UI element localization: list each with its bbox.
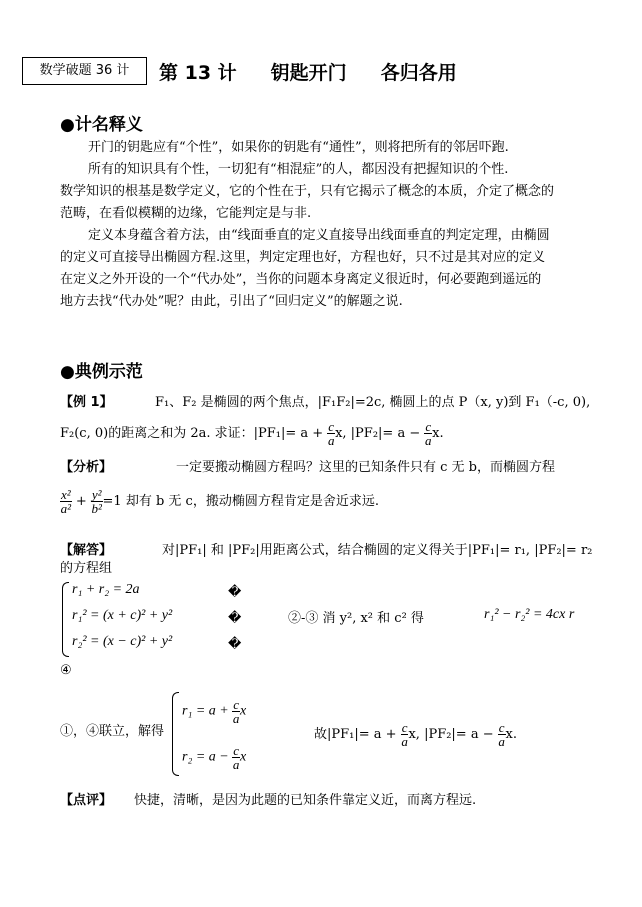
result-text-a: 故|PF₁|= a + <box>314 727 397 742</box>
fraction-numerator: y² <box>91 487 102 502</box>
section-heading-definition: ●计名释义 <box>60 115 143 135</box>
fraction-c-over-a <box>424 420 432 447</box>
page-title <box>159 58 491 85</box>
example-tag: 【例 1】 <box>60 395 113 410</box>
example-text-a: F₂(c, 0)的距离之和为 2a. 求证：|PF₁|= a + <box>60 426 324 441</box>
result-text-c: x. <box>505 727 517 742</box>
fraction-c-over-a <box>327 420 335 447</box>
analysis-line-2 <box>60 488 379 515</box>
solution-tag: 【解答】 <box>60 543 113 558</box>
fraction-denominator: a <box>232 757 240 772</box>
example-text-c: x. <box>432 426 444 441</box>
fraction-numerator: c <box>498 720 505 735</box>
solution-r2-prefix: r₂ = a − <box>182 749 229 765</box>
example-line-2 <box>60 420 444 447</box>
fraction-y2-over-b2 <box>91 488 103 515</box>
solution-r1-prefix: r₁ = a + <box>182 703 229 719</box>
paragraph-line: 所有的知识具有个性，一切犯有“相混症”的人，都因没有把握知识的个性. <box>88 162 509 177</box>
equation-2: r₁² = (x + c)² + y² <box>72 608 173 623</box>
equation-4-marker: ④ <box>60 663 72 678</box>
fraction-denominator: a <box>425 433 432 448</box>
elimination-text: ②-③ 消 y², x² 和 c² 得 <box>288 611 424 626</box>
example-line-1: F₁、F₂ 是椭圆的两个焦点，|F₁F₂|=2c, 椭圆上的点 P（x, y)到 F₁（-c, 0), <box>155 395 591 410</box>
fraction-denominator: a <box>327 433 335 448</box>
equation-1: r₁ + r₂ = 2a <box>72 582 140 597</box>
result-text-b: x, |PF₂|= a − <box>408 727 494 742</box>
equation-marker: � <box>228 611 242 626</box>
solution-r2 <box>182 744 246 771</box>
equation-marker: � <box>228 585 242 600</box>
fraction-numerator: x² <box>61 487 71 502</box>
paragraph-line: 范畴，在看似模糊的边缘，它能判定是与非. <box>60 206 312 221</box>
equation-3: r₂² = (x − c)² + y² <box>72 634 173 649</box>
analysis-line-1: 一定要搬动椭圆方程吗？这里的已知条件只有 c 无 b，而椭圆方程 <box>176 460 555 475</box>
elimination-result: r₁² − r₂² = 4cx r <box>484 607 575 622</box>
fraction-denominator: a <box>232 711 240 726</box>
paragraph-line: 的定义可直接导出椭圆方程.这里，判定定理也好，方程也好，只不过是其对应的定义 <box>60 250 546 265</box>
system-brace <box>62 582 69 657</box>
solution-line-1: 对|PF₁| 和 |PF₂|用距离公式，结合椭圆的定义得关于|PF₁|= r₁, |PF₂|= r₂ <box>162 543 593 558</box>
paragraph-line: 开门的钥匙应有“个性”，如果你的钥匙有“通性”，则将把所有的邻居吓跑. <box>88 140 509 155</box>
fraction-numerator: c <box>233 697 239 712</box>
paragraph-line: 地方去找“代办处”呢？由此，引出了“回归定义”的解题之说. <box>60 294 403 309</box>
paragraph-line: 数学知识的根基是数学定义，它的个性在于，只有它揭示了概念的本质，介定了概念的 <box>60 184 555 199</box>
example-text-b: x, |PF₂|= a − <box>335 426 421 441</box>
equation-marker: � <box>228 637 242 652</box>
fraction-denominator: a <box>401 734 408 749</box>
paragraph-line: 在定义之外开设的一个“代办处”，当你的问题本身离定义很近时，何必要跑到遥远的 <box>60 272 542 287</box>
solution-brace <box>172 692 179 776</box>
fraction-c-over-a <box>232 744 240 771</box>
analysis-tag: 【分析】 <box>60 460 113 475</box>
fraction-x2-over-a2 <box>60 488 72 515</box>
variable-x: x <box>240 749 247 765</box>
title-part-1: 第 13 计 <box>159 62 237 84</box>
comment-tag: 【点评】 <box>60 793 113 808</box>
fraction-denominator: a <box>498 734 505 749</box>
fraction-c-over-a <box>232 698 240 725</box>
fraction-numerator: c <box>425 419 432 434</box>
fraction-denominator: a² <box>60 501 72 516</box>
analysis-text: =1 却有 b 无 c，搬动椭圆方程肯定是舍近求远. <box>102 494 379 509</box>
solution-line-2: 的方程组 <box>60 561 113 576</box>
title-part-2: 钥匙开门 <box>270 62 347 84</box>
result-line <box>314 721 517 748</box>
fraction-numerator: c <box>233 743 239 758</box>
join-text: ①，④联立，解得 <box>60 724 165 739</box>
title-part-3: 各归各用 <box>380 62 457 84</box>
paragraph-line: 定义本身蕴含着方法，由“线面垂直的定义直接导出线面垂直的判定定理，由椭圆 <box>88 228 550 243</box>
fraction-denominator: b² <box>91 501 102 516</box>
fraction-c-over-a <box>498 721 506 748</box>
section-heading-examples: ●典例示范 <box>60 362 143 382</box>
fraction-numerator: c <box>401 720 408 735</box>
fraction-numerator: c <box>328 419 335 434</box>
book-label-box: 数学破题 36 计 <box>22 57 147 85</box>
plus-sign: + <box>75 494 87 509</box>
comment-text: 快捷，清晰，是因为此题的已知条件靠定义近，而离方程远. <box>134 793 477 808</box>
solution-r1 <box>182 698 246 725</box>
variable-x: x <box>240 703 247 719</box>
